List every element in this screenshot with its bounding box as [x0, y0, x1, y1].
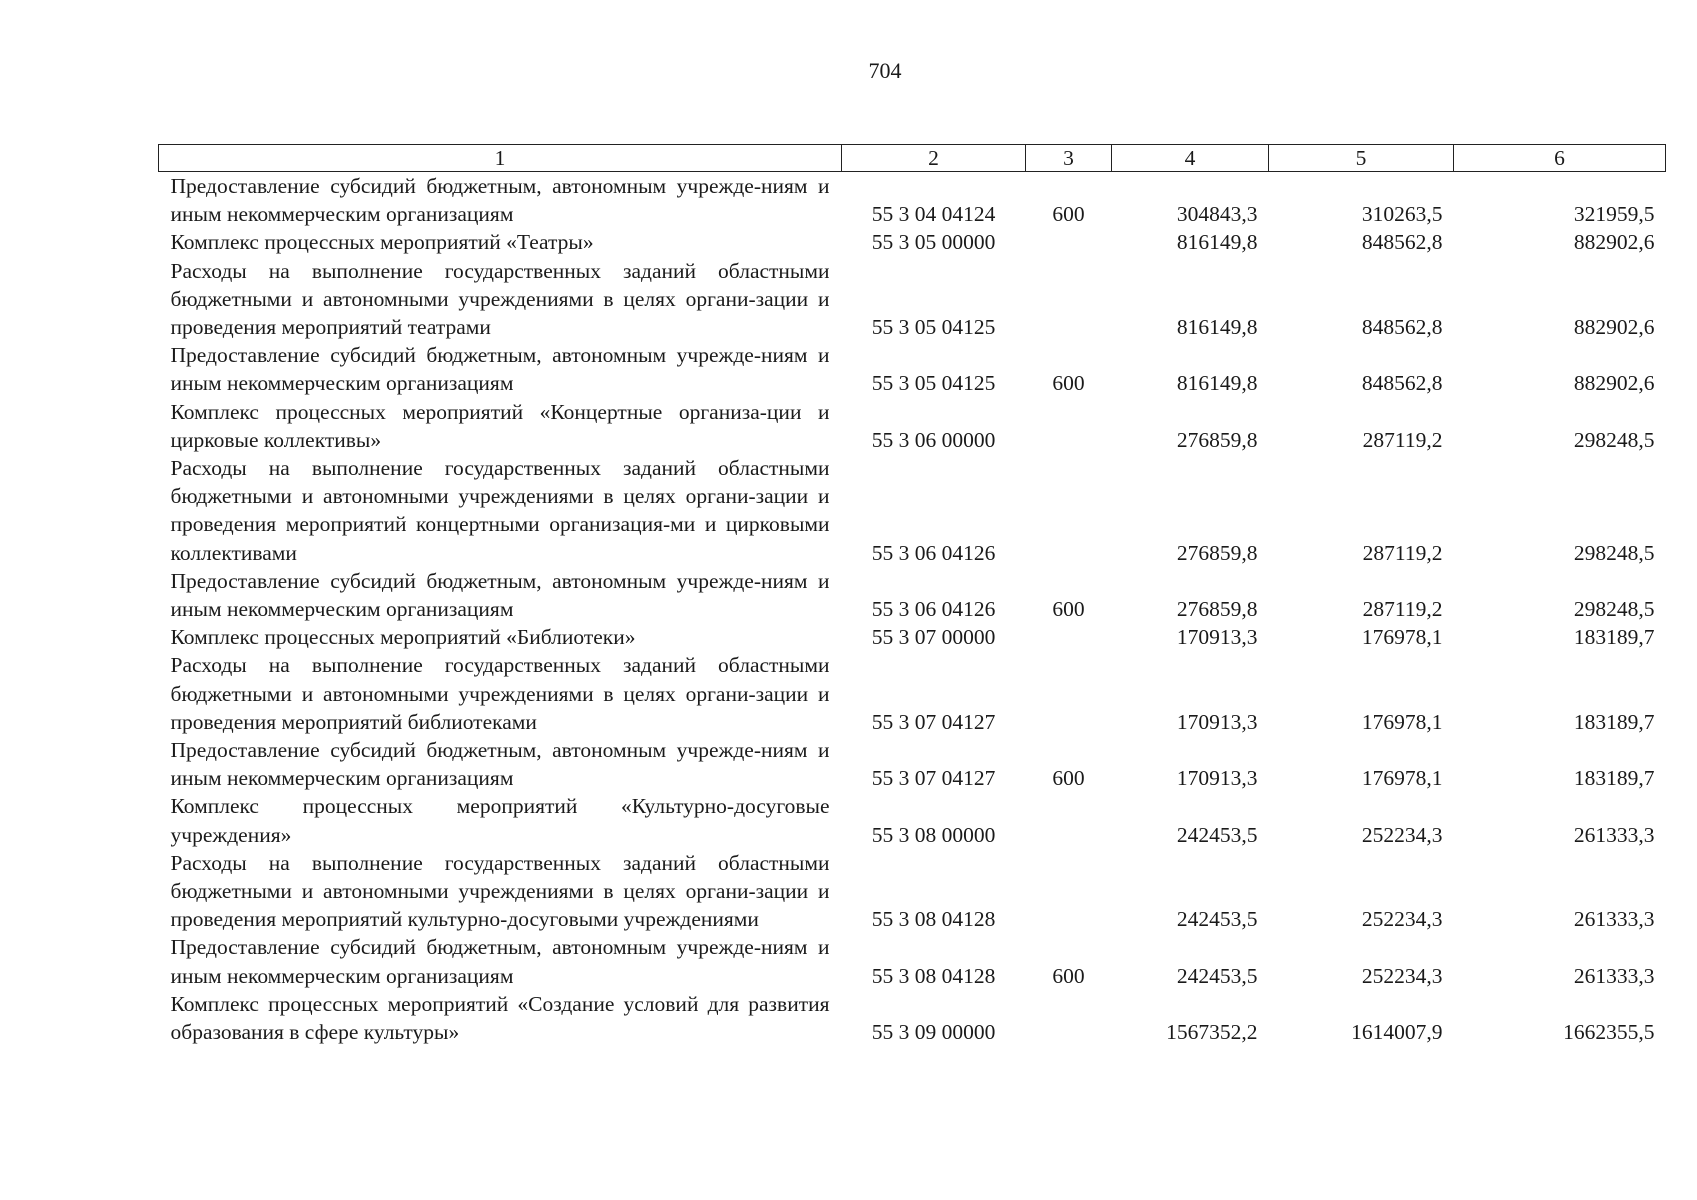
row-description: Расходы на выполнение государственных заданий областными бюджетными и автономными учреждениями в целях органи-зации и проведения мероприятий библиотеками [170, 653, 830, 734]
row-description: Комплекс процессных мероприятий «Театры» [170, 230, 594, 255]
row-value-col4: 242453,5 [1176, 963, 1258, 988]
row-value-col4: 816149,8 [1176, 230, 1258, 255]
table-row [159, 398, 1666, 454]
row-code: 55 3 06 00000 [871, 427, 996, 452]
row-value-col6: 298248,5 [1573, 540, 1655, 565]
row-value-col4: 276859,8 [1176, 597, 1258, 622]
row-value-col6: 882902,6 [1573, 371, 1655, 396]
row-code: 55 3 05 04125 [871, 371, 996, 396]
row-value-col6: 298248,5 [1573, 597, 1655, 622]
row-value-col4: 276859,8 [1176, 427, 1258, 452]
row-value-col5: 287119,2 [1362, 540, 1443, 565]
row-description: Предоставление субсидий бюджетным, автономным учрежде-ниям и иным некоммерческим организациям [170, 568, 830, 622]
row-description: Предоставление субсидий бюджетным, автономным учрежде-ниям и иным некоммерческим организациям [170, 174, 830, 227]
row-value-col6: 1662355,5 [1563, 1020, 1655, 1045]
row-value-col4: 242453,5 [1176, 822, 1258, 847]
row-description: Комплекс процессных мероприятий «Библиотеки» [170, 625, 636, 650]
row-value-col4: 816149,8 [1176, 371, 1258, 396]
budget-table [158, 144, 1666, 1046]
row-description: Расходы на выполнение государственных заданий областными бюджетными и автономными учреждениями в целях органи-зации и проведения мероприятий театрами [170, 258, 830, 340]
row-expense-type [1026, 228, 1112, 256]
row-expense-type [1026, 990, 1112, 1046]
row-value-col4: 170913,3 [1176, 625, 1258, 650]
table-row [159, 454, 1666, 567]
table-row [159, 849, 1666, 934]
row-value-col5: 287119,2 [1362, 427, 1443, 452]
column-header-2: 2 [842, 145, 1026, 172]
row-expense-type: 600 [1052, 202, 1085, 227]
row-value-col6: 261333,3 [1573, 907, 1655, 932]
row-value-col5: 176978,1 [1361, 766, 1443, 791]
table-row [159, 933, 1666, 989]
table-row [159, 228, 1666, 256]
row-expense-type [1026, 651, 1112, 736]
row-value-col5: 848562,8 [1361, 371, 1443, 396]
row-value-col5: 287119,2 [1362, 597, 1443, 622]
row-code: 55 3 06 04126 [871, 540, 996, 565]
table-row [159, 792, 1666, 848]
row-description: Предоставление субсидий бюджетным, автономным учрежде-ниям и иным некоммерческим организациям [170, 738, 830, 791]
row-expense-type: 600 [1052, 766, 1085, 791]
table-row [159, 567, 1666, 623]
row-code: 55 3 07 04127 [871, 709, 996, 734]
row-expense-type: 600 [1052, 963, 1085, 988]
row-value-col4: 1567352,2 [1166, 1020, 1258, 1045]
row-expense-type [1026, 792, 1112, 848]
row-code: 55 3 05 00000 [871, 230, 996, 255]
row-code: 55 3 08 04128 [871, 907, 996, 932]
row-expense-type [1026, 454, 1112, 567]
row-expense-type [1026, 849, 1112, 934]
row-expense-type [1026, 257, 1112, 342]
row-code: 55 3 08 04128 [871, 963, 996, 988]
row-description: Расходы на выполнение государственных заданий областными бюджетными и автономными учреждениями в целях органи-зации и проведения мероприятий концертными организация-ми и цирковыми коллективами [170, 456, 830, 565]
row-description: Комплекс процессных мероприятий «Создание условий для развития образования в сфере культуры» [170, 991, 830, 1045]
row-value-col6: 882902,6 [1573, 315, 1655, 340]
header-row [159, 145, 1666, 172]
row-code: 55 3 07 00000 [871, 625, 996, 650]
row-code: 55 3 09 00000 [871, 1020, 996, 1045]
column-header-5: 5 [1269, 145, 1454, 172]
row-description: Предоставление субсидий бюджетным, автономным учрежде-ниям и иным некоммерческим организациям [170, 343, 830, 396]
row-value-col4: 304843,3 [1176, 202, 1258, 227]
column-header-3: 3 [1026, 145, 1112, 172]
row-value-col4: 276859,8 [1176, 540, 1258, 565]
row-value-col5: 252234,3 [1361, 963, 1443, 988]
table-row [159, 651, 1666, 736]
row-description: Предоставление субсидий бюджетным, автономным учрежде-ниям и иным некоммерческим организациям [170, 935, 830, 988]
row-value-col5: 310263,5 [1361, 202, 1443, 227]
table-row [159, 990, 1666, 1046]
row-value-col5: 176978,1 [1361, 625, 1443, 650]
row-value-col5: 252234,3 [1361, 907, 1443, 932]
row-value-col6: 183189,7 [1573, 766, 1655, 791]
row-value-col5: 848562,8 [1361, 230, 1443, 255]
table-header [159, 145, 1666, 172]
row-value-col6: 261333,3 [1573, 822, 1655, 847]
row-description: Расходы на выполнение государственных заданий областными бюджетными и автономными учреждениями в целях органи-зации и проведения мероприятий культурно-досуговыми учреждениями [170, 850, 830, 932]
row-code: 55 3 08 00000 [871, 822, 996, 847]
row-value-col6: 298248,5 [1573, 427, 1655, 452]
table-row [159, 623, 1666, 651]
row-code: 55 3 06 04126 [871, 597, 996, 622]
column-header-4: 4 [1112, 145, 1269, 172]
row-value-col4: 816149,8 [1176, 315, 1258, 340]
row-description: Комплекс процессных мероприятий «Концертные организа-ции и цирковые коллективы» [170, 399, 830, 452]
row-code: 55 3 04 04124 [871, 202, 996, 227]
row-value-col5: 252234,3 [1361, 822, 1443, 847]
row-value-col4: 170913,3 [1176, 766, 1258, 791]
row-value-col5: 1614007,9 [1351, 1020, 1443, 1045]
row-expense-type: 600 [1052, 597, 1085, 622]
row-code: 55 3 05 04125 [871, 315, 996, 340]
row-description: Комплекс процессных мероприятий «Культурно-досуговые учреждения» [170, 794, 830, 847]
row-value-col4: 170913,3 [1176, 709, 1258, 734]
row-value-col6: 261333,3 [1573, 963, 1655, 988]
table-row [159, 736, 1666, 792]
row-value-col4: 242453,5 [1176, 907, 1258, 932]
row-expense-type [1026, 398, 1112, 454]
table-row [159, 172, 1666, 229]
table-body [159, 172, 1666, 1047]
row-value-col6: 183189,7 [1573, 625, 1655, 650]
table-row [159, 257, 1666, 342]
column-header-6: 6 [1454, 145, 1666, 172]
row-value-col6: 321959,5 [1573, 202, 1655, 227]
row-expense-type: 600 [1052, 371, 1085, 396]
page-number: 704 [868, 58, 902, 83]
row-value-col5: 848562,8 [1361, 315, 1443, 340]
column-header-1: 1 [159, 145, 842, 172]
row-value-col6: 183189,7 [1573, 709, 1655, 734]
row-value-col6: 882902,6 [1573, 230, 1655, 255]
row-code: 55 3 07 04127 [871, 766, 996, 791]
row-expense-type [1026, 623, 1112, 651]
row-value-col5: 176978,1 [1361, 709, 1443, 734]
table-row [159, 341, 1666, 397]
